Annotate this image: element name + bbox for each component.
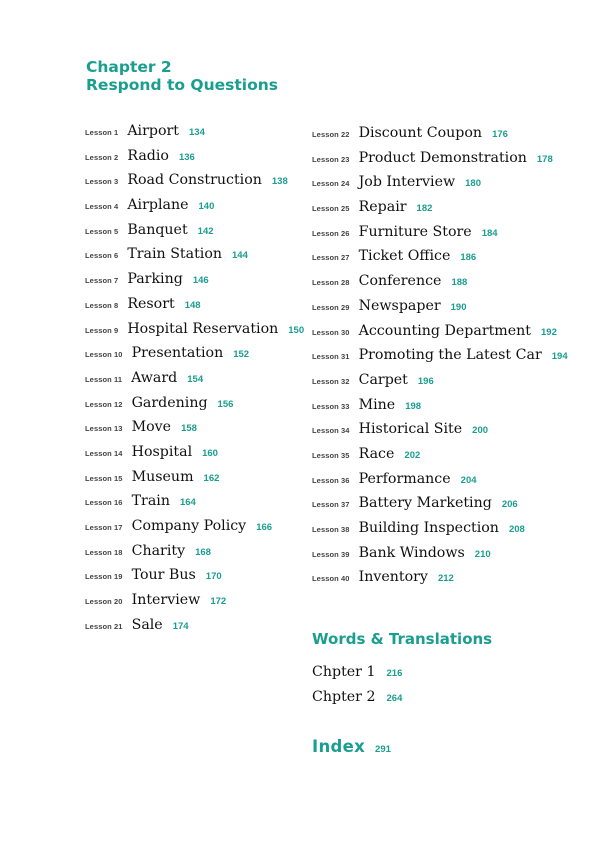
lesson-title: Performance xyxy=(358,470,451,487)
lesson-page-number: 138 xyxy=(271,176,288,188)
words-translations-entry[interactable] xyxy=(312,689,402,714)
lesson-title: Tour Bus xyxy=(131,567,196,584)
lesson-number: Lesson 11 xyxy=(85,374,123,384)
lesson-page-number: 142 xyxy=(197,225,214,237)
words-translations-page-number: 264 xyxy=(386,692,403,704)
toc-entry[interactable] xyxy=(85,617,304,642)
toc-entry[interactable] xyxy=(312,323,568,348)
index-entry[interactable] xyxy=(312,737,391,756)
toc-entry[interactable] xyxy=(312,174,568,199)
toc-entry[interactable] xyxy=(85,543,304,568)
lesson-page-number: 140 xyxy=(198,201,215,213)
lesson-number: Lesson 5 xyxy=(85,226,119,236)
toc-entry[interactable] xyxy=(312,150,568,175)
lesson-page-number: 206 xyxy=(501,499,518,511)
lesson-number: Lesson 30 xyxy=(312,327,350,337)
lesson-page-number: 184 xyxy=(481,227,498,239)
index-page-number: 291 xyxy=(375,744,391,755)
lesson-number: Lesson 13 xyxy=(85,424,123,434)
toc-entry[interactable] xyxy=(312,495,568,520)
lesson-number: Lesson 35 xyxy=(312,450,350,460)
toc-entry[interactable] xyxy=(85,493,304,518)
toc-entry[interactable] xyxy=(312,224,568,249)
lesson-title: Parking xyxy=(127,271,183,288)
toc-entry[interactable] xyxy=(85,345,304,370)
toc-entry[interactable] xyxy=(85,222,304,247)
words-translations-title: Chpter 2 xyxy=(312,688,376,705)
lesson-number: Lesson 27 xyxy=(312,253,350,263)
lesson-number: Lesson 34 xyxy=(312,426,350,436)
lesson-title: Battery Marketing xyxy=(358,495,492,512)
lesson-number: Lesson 28 xyxy=(312,278,350,288)
lesson-number: Lesson 25 xyxy=(312,204,350,214)
lesson-title: Airplane xyxy=(127,197,189,214)
lesson-title: Repair xyxy=(358,199,407,216)
lesson-number: Lesson 2 xyxy=(85,152,119,162)
lesson-number: Lesson 23 xyxy=(312,154,350,164)
lesson-page-number: 154 xyxy=(187,373,204,385)
lesson-number: Lesson 18 xyxy=(85,547,123,557)
lesson-title: Sale xyxy=(131,616,163,633)
index-title: Index xyxy=(312,737,366,756)
lesson-number: Lesson 29 xyxy=(312,302,350,312)
lesson-page-number: 146 xyxy=(192,275,209,287)
lesson-title: Museum xyxy=(131,468,194,485)
lesson-page-number: 134 xyxy=(189,127,205,138)
toc-entry[interactable] xyxy=(85,469,304,494)
lesson-page-number: 202 xyxy=(404,449,421,461)
lesson-title: Product Demonstration xyxy=(358,149,527,166)
words-translations-list xyxy=(312,664,402,713)
lesson-title: Move xyxy=(131,419,172,436)
toc-entry[interactable] xyxy=(312,569,568,594)
lesson-title: Job Interview xyxy=(358,174,456,191)
toc-entry[interactable] xyxy=(85,567,304,592)
lesson-title: Interview xyxy=(131,592,201,609)
lesson-page-number: 186 xyxy=(460,252,477,264)
lesson-number: Lesson 39 xyxy=(312,549,350,559)
lesson-number: Lesson 7 xyxy=(85,276,119,286)
lesson-title: Charity xyxy=(131,542,186,559)
lesson-number: Lesson 15 xyxy=(85,473,123,483)
chapter-label: Chapter 2 xyxy=(86,58,172,76)
lesson-title: Furniture Store xyxy=(358,223,472,240)
toc-entry[interactable] xyxy=(85,321,304,346)
lesson-title: Promoting the Latest Car xyxy=(358,347,542,364)
lesson-number: Lesson 9 xyxy=(85,325,119,335)
lesson-title: Company Policy xyxy=(131,518,247,534)
lesson-number: Lesson 1 xyxy=(85,128,119,137)
lesson-title: Train xyxy=(131,493,170,510)
lesson-page-number: 160 xyxy=(202,447,218,459)
lesson-title: Accounting Department xyxy=(358,322,531,339)
lesson-title: Historical Site xyxy=(358,421,463,438)
words-translations-heading: Words & Translations xyxy=(312,630,493,648)
lesson-number: Lesson 6 xyxy=(85,251,119,261)
lesson-title: Race xyxy=(358,445,395,462)
lesson-title: Road Construction xyxy=(127,172,262,189)
lesson-number: Lesson 37 xyxy=(312,500,350,510)
lesson-title: Airport xyxy=(127,123,179,139)
lesson-title: Radio xyxy=(127,147,169,164)
lesson-page-number: 198 xyxy=(405,400,422,412)
toc-entry[interactable] xyxy=(85,172,304,197)
toc-entry[interactable] xyxy=(85,395,304,420)
lesson-page-number: 190 xyxy=(450,301,467,313)
toc-entry[interactable] xyxy=(312,471,568,496)
lesson-page-number: 180 xyxy=(465,178,481,190)
lesson-page-number: 144 xyxy=(232,250,248,262)
toc-entry[interactable] xyxy=(312,446,568,471)
lesson-page-number: 176 xyxy=(492,129,508,140)
lesson-title: Award xyxy=(131,369,178,386)
lesson-page-number: 210 xyxy=(474,548,491,560)
lesson-title: Inventory xyxy=(358,569,428,586)
lesson-page-number: 158 xyxy=(181,423,197,435)
lesson-title: Train Station xyxy=(127,246,222,263)
toc-entry[interactable] xyxy=(85,444,304,469)
toc-entry[interactable] xyxy=(312,347,568,372)
lesson-number: Lesson 22 xyxy=(312,130,350,139)
lesson-title: Discount Coupon xyxy=(358,125,483,141)
lesson-page-number: 200 xyxy=(472,425,489,437)
lesson-number: Lesson 16 xyxy=(85,498,123,508)
lesson-page-number: 170 xyxy=(205,571,222,583)
toc-entry[interactable] xyxy=(85,518,304,543)
lesson-title: Conference xyxy=(358,273,442,290)
lesson-page-number: 204 xyxy=(460,474,477,486)
toc-entry[interactable] xyxy=(312,397,568,422)
lesson-number: Lesson 4 xyxy=(85,202,119,212)
lesson-title: Carpet xyxy=(358,371,408,388)
toc-entry[interactable] xyxy=(312,125,568,150)
lesson-number: Lesson 14 xyxy=(85,448,123,458)
lesson-page-number: 152 xyxy=(233,349,250,361)
lesson-page-number: 212 xyxy=(437,573,454,585)
toc-entry[interactable] xyxy=(85,246,304,271)
lesson-title: Hospital xyxy=(131,443,193,460)
lesson-page-number: 174 xyxy=(172,620,189,632)
lesson-page-number: 166 xyxy=(256,522,273,533)
lesson-list-right xyxy=(312,125,568,594)
lesson-number: Lesson 10 xyxy=(85,350,123,360)
lesson-number: Lesson 33 xyxy=(312,401,350,411)
words-translations-title: Chpter 1 xyxy=(312,664,376,680)
lesson-page-number: 196 xyxy=(417,375,434,387)
toc-entry[interactable] xyxy=(85,419,304,444)
toc-entry[interactable] xyxy=(85,296,304,321)
lesson-page-number: 188 xyxy=(451,277,468,289)
lesson-page-number: 194 xyxy=(551,351,568,363)
lesson-page-number: 164 xyxy=(179,497,196,509)
toc-entry[interactable] xyxy=(312,248,568,273)
toc-entry[interactable] xyxy=(85,123,304,148)
chapter-heading xyxy=(86,58,278,94)
lesson-title: Gardening xyxy=(131,394,208,411)
lesson-title: Hospital Reservation xyxy=(127,320,279,337)
toc-entry[interactable] xyxy=(312,545,568,570)
lesson-title: Banquet xyxy=(127,221,188,238)
words-translations-page-number: 216 xyxy=(386,668,403,679)
lesson-page-number: 182 xyxy=(416,203,433,215)
lesson-title: Building Inspection xyxy=(358,520,499,536)
lesson-number: Lesson 8 xyxy=(85,300,119,310)
toc-entry[interactable] xyxy=(85,370,304,395)
lesson-title: Presentation xyxy=(131,345,224,362)
lesson-number: Lesson 20 xyxy=(85,597,123,607)
lesson-page-number: 208 xyxy=(508,524,525,535)
lesson-page-number: 150 xyxy=(288,324,305,336)
lesson-number: Lesson 17 xyxy=(85,523,123,532)
lesson-number: Lesson 24 xyxy=(312,179,350,189)
toc-entry[interactable] xyxy=(312,520,568,545)
lesson-number: Lesson 12 xyxy=(85,399,123,409)
toc-entry[interactable] xyxy=(312,273,568,298)
lesson-title: Mine xyxy=(358,396,396,413)
lesson-number: Lesson 40 xyxy=(312,574,350,584)
lesson-page-number: 172 xyxy=(210,596,227,608)
lesson-title: Ticket Office xyxy=(358,248,451,265)
toc-entry[interactable] xyxy=(85,592,304,617)
toc-entry[interactable] xyxy=(85,271,304,296)
lesson-page-number: 168 xyxy=(195,546,211,558)
lesson-number: Lesson 38 xyxy=(312,525,350,534)
toc-entry[interactable] xyxy=(312,199,568,224)
lesson-number: Lesson 21 xyxy=(85,621,123,631)
lesson-title: Bank Windows xyxy=(358,544,465,561)
lesson-page-number: 148 xyxy=(184,299,201,311)
lesson-page-number: 192 xyxy=(541,326,557,338)
lesson-list-left xyxy=(85,123,304,641)
toc-entry[interactable] xyxy=(312,298,568,323)
lesson-page-number: 156 xyxy=(217,398,234,410)
toc-entry[interactable] xyxy=(85,148,304,173)
words-translations-entry[interactable] xyxy=(312,664,402,689)
lesson-title: Resort xyxy=(127,295,175,312)
lesson-number: Lesson 32 xyxy=(312,376,350,386)
chapter-title: Respond to Questions xyxy=(86,76,278,94)
toc-entry[interactable] xyxy=(312,421,568,446)
lesson-page-number: 136 xyxy=(178,151,195,163)
toc-entry[interactable] xyxy=(312,372,568,397)
lesson-number: Lesson 26 xyxy=(312,228,350,238)
lesson-number: Lesson 31 xyxy=(312,352,350,362)
lesson-number: Lesson 19 xyxy=(85,572,123,582)
lesson-page-number: 162 xyxy=(203,472,220,484)
lesson-number: Lesson 3 xyxy=(85,177,119,187)
toc-entry[interactable] xyxy=(85,197,304,222)
lesson-title: Newspaper xyxy=(358,297,441,314)
lesson-page-number: 178 xyxy=(536,153,553,165)
lesson-number: Lesson 36 xyxy=(312,475,350,485)
